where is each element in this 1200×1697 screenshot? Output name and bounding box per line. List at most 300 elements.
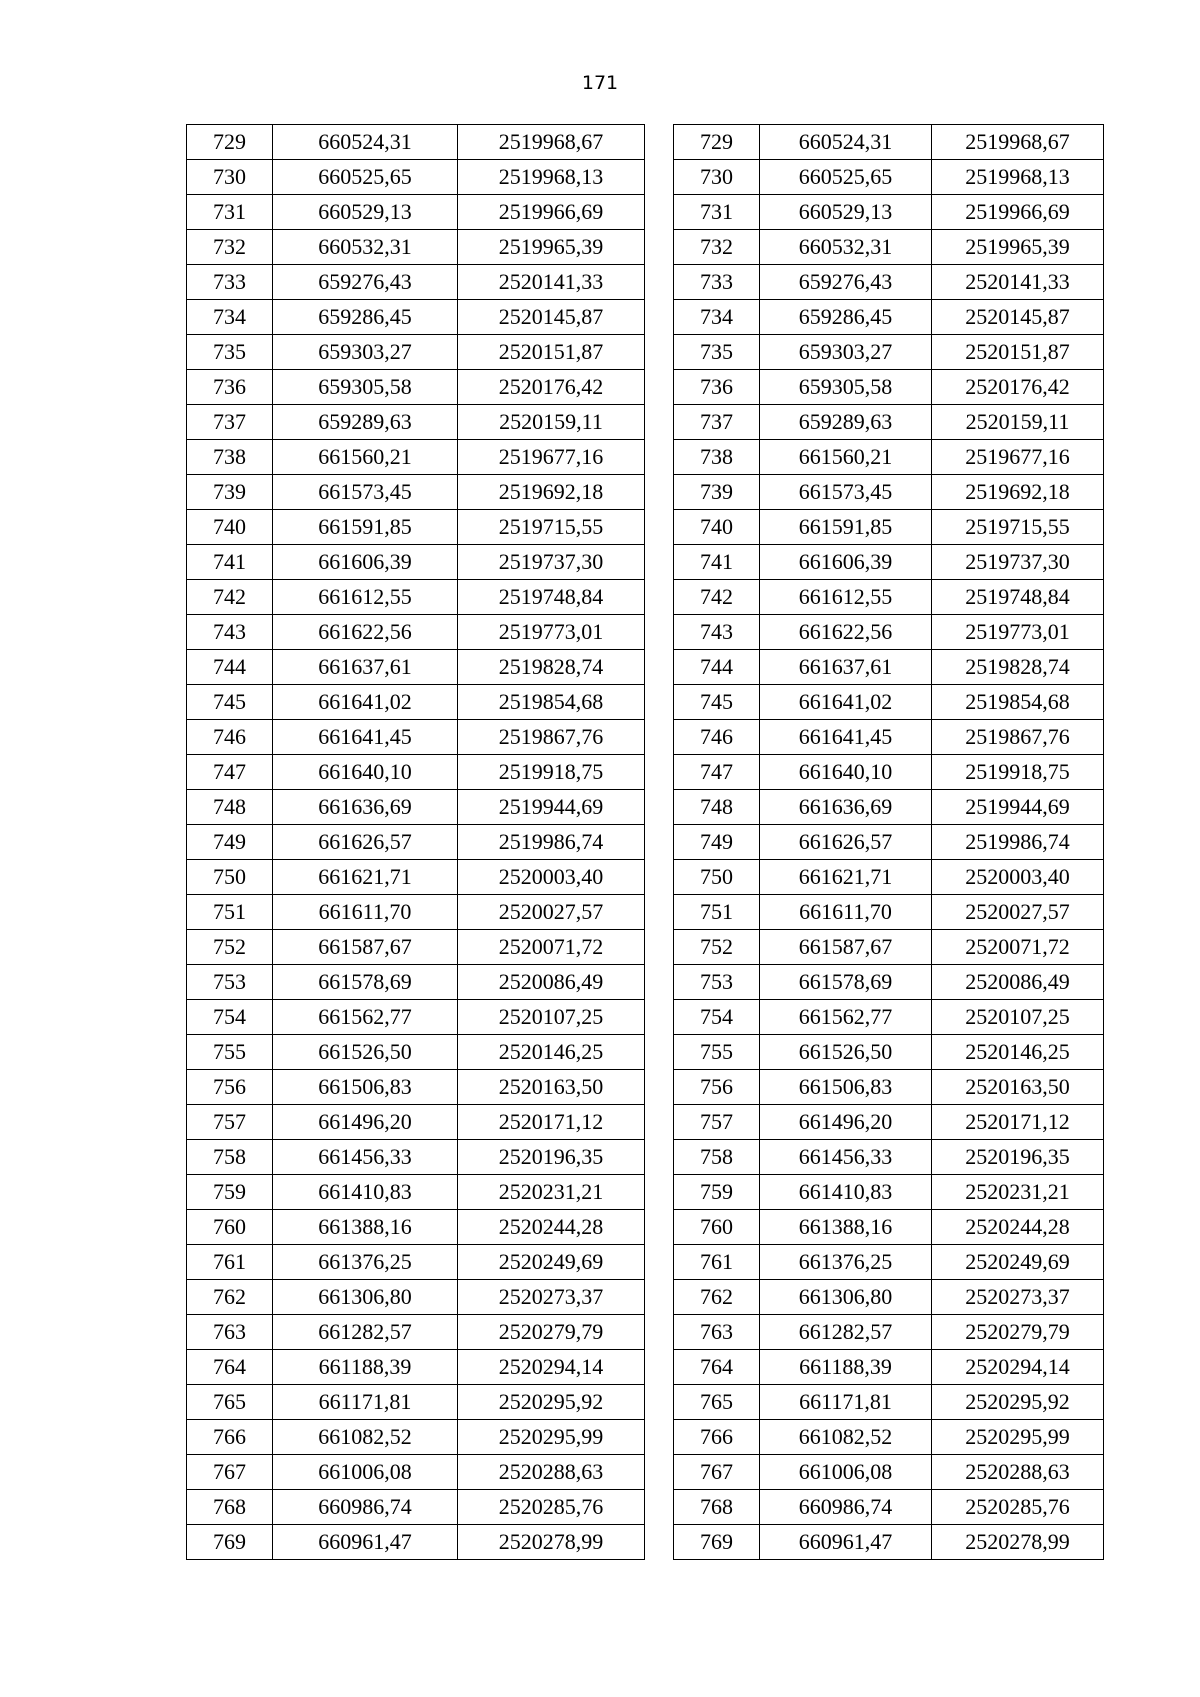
y-coordinate-cell: 2520295,99 bbox=[458, 1420, 645, 1455]
point-number-cell: 737 bbox=[674, 405, 760, 440]
table-row bbox=[187, 1280, 645, 1315]
point-number-cell: 747 bbox=[187, 755, 273, 790]
y-coordinate-cell: 2519968,13 bbox=[932, 160, 1104, 195]
y-coordinate-cell: 2519966,69 bbox=[458, 195, 645, 230]
y-coordinate-cell: 2519968,13 bbox=[458, 160, 645, 195]
table-row bbox=[187, 1070, 645, 1105]
x-coordinate-cell: 659289,63 bbox=[273, 405, 458, 440]
point-number-cell: 766 bbox=[674, 1420, 760, 1455]
y-coordinate-cell: 2520294,14 bbox=[932, 1350, 1104, 1385]
point-number-cell: 742 bbox=[187, 580, 273, 615]
table-row bbox=[674, 1385, 1104, 1420]
x-coordinate-cell: 660529,13 bbox=[273, 195, 458, 230]
table-row bbox=[674, 1175, 1104, 1210]
y-coordinate-cell: 2520273,37 bbox=[458, 1280, 645, 1315]
y-coordinate-cell: 2520231,21 bbox=[458, 1175, 645, 1210]
x-coordinate-cell: 661636,69 bbox=[760, 790, 932, 825]
x-coordinate-cell: 661587,67 bbox=[760, 930, 932, 965]
table-row bbox=[187, 160, 645, 195]
table-row bbox=[674, 335, 1104, 370]
y-coordinate-cell: 2519715,55 bbox=[932, 510, 1104, 545]
point-number-cell: 738 bbox=[674, 440, 760, 475]
y-coordinate-cell: 2519918,75 bbox=[932, 755, 1104, 790]
point-number-cell: 753 bbox=[187, 965, 273, 1000]
y-coordinate-cell: 2519965,39 bbox=[932, 230, 1104, 265]
x-coordinate-cell: 661612,55 bbox=[760, 580, 932, 615]
x-coordinate-cell: 659276,43 bbox=[760, 265, 932, 300]
x-coordinate-cell: 660529,13 bbox=[760, 195, 932, 230]
table-row bbox=[674, 1105, 1104, 1140]
x-coordinate-cell: 661410,83 bbox=[760, 1175, 932, 1210]
x-coordinate-cell: 661562,77 bbox=[273, 1000, 458, 1035]
page-number: 171 bbox=[581, 72, 619, 94]
table-row bbox=[187, 1385, 645, 1420]
y-coordinate-cell: 2519773,01 bbox=[932, 615, 1104, 650]
point-number-cell: 734 bbox=[187, 300, 273, 335]
x-coordinate-cell: 661456,33 bbox=[273, 1140, 458, 1175]
table-row bbox=[674, 1070, 1104, 1105]
x-coordinate-cell: 661171,81 bbox=[273, 1385, 458, 1420]
x-coordinate-cell: 660532,31 bbox=[273, 230, 458, 265]
point-number-cell: 741 bbox=[674, 545, 760, 580]
point-number-cell: 760 bbox=[674, 1210, 760, 1245]
table-row bbox=[187, 930, 645, 965]
x-coordinate-cell: 660986,74 bbox=[273, 1490, 458, 1525]
table-row bbox=[674, 510, 1104, 545]
y-coordinate-cell: 2520279,79 bbox=[932, 1315, 1104, 1350]
x-coordinate-cell: 661578,69 bbox=[760, 965, 932, 1000]
y-coordinate-cell: 2520086,49 bbox=[458, 965, 645, 1000]
point-number-cell: 756 bbox=[674, 1070, 760, 1105]
x-coordinate-cell: 661606,39 bbox=[273, 545, 458, 580]
point-number-cell: 732 bbox=[674, 230, 760, 265]
y-coordinate-cell: 2520295,92 bbox=[932, 1385, 1104, 1420]
y-coordinate-cell: 2519748,84 bbox=[458, 580, 645, 615]
point-number-cell: 766 bbox=[187, 1420, 273, 1455]
table-row bbox=[674, 650, 1104, 685]
x-coordinate-cell: 661606,39 bbox=[760, 545, 932, 580]
y-coordinate-cell: 2519737,30 bbox=[458, 545, 645, 580]
x-coordinate-cell: 660961,47 bbox=[273, 1525, 458, 1560]
y-coordinate-cell: 2520163,50 bbox=[458, 1070, 645, 1105]
x-coordinate-cell: 659289,63 bbox=[760, 405, 932, 440]
point-number-cell: 733 bbox=[187, 265, 273, 300]
point-number-cell: 757 bbox=[187, 1105, 273, 1140]
point-number-cell: 740 bbox=[187, 510, 273, 545]
table-row bbox=[674, 685, 1104, 720]
point-number-cell: 742 bbox=[674, 580, 760, 615]
x-coordinate-cell: 661611,70 bbox=[760, 895, 932, 930]
table-row bbox=[674, 475, 1104, 510]
y-coordinate-cell: 2520279,79 bbox=[458, 1315, 645, 1350]
y-coordinate-cell: 2520003,40 bbox=[458, 860, 645, 895]
coordinates-table-right bbox=[673, 124, 1104, 1560]
y-coordinate-cell: 2520196,35 bbox=[932, 1140, 1104, 1175]
x-coordinate-cell: 661640,10 bbox=[273, 755, 458, 790]
point-number-cell: 754 bbox=[674, 1000, 760, 1035]
point-number-cell: 740 bbox=[674, 510, 760, 545]
table-row bbox=[674, 930, 1104, 965]
y-coordinate-cell: 2519965,39 bbox=[458, 230, 645, 265]
x-coordinate-cell: 661006,08 bbox=[760, 1455, 932, 1490]
y-coordinate-cell: 2520146,25 bbox=[458, 1035, 645, 1070]
y-coordinate-cell: 2520159,11 bbox=[932, 405, 1104, 440]
y-coordinate-cell: 2520027,57 bbox=[932, 895, 1104, 930]
table-row bbox=[674, 1420, 1104, 1455]
y-coordinate-cell: 2520176,42 bbox=[932, 370, 1104, 405]
table-row bbox=[674, 370, 1104, 405]
x-coordinate-cell: 661622,56 bbox=[273, 615, 458, 650]
x-coordinate-cell: 661306,80 bbox=[760, 1280, 932, 1315]
point-number-cell: 749 bbox=[674, 825, 760, 860]
table-row bbox=[187, 1350, 645, 1385]
point-number-cell: 747 bbox=[674, 755, 760, 790]
y-coordinate-cell: 2520249,69 bbox=[458, 1245, 645, 1280]
table-row bbox=[187, 510, 645, 545]
y-coordinate-cell: 2520151,87 bbox=[458, 335, 645, 370]
table-row bbox=[187, 195, 645, 230]
y-coordinate-cell: 2519986,74 bbox=[458, 825, 645, 860]
point-number-cell: 759 bbox=[187, 1175, 273, 1210]
point-number-cell: 761 bbox=[187, 1245, 273, 1280]
x-coordinate-cell: 661410,83 bbox=[273, 1175, 458, 1210]
y-coordinate-cell: 2519773,01 bbox=[458, 615, 645, 650]
point-number-cell: 743 bbox=[187, 615, 273, 650]
point-number-cell: 731 bbox=[187, 195, 273, 230]
x-coordinate-cell: 661376,25 bbox=[760, 1245, 932, 1280]
y-coordinate-cell: 2520141,33 bbox=[458, 265, 645, 300]
point-number-cell: 764 bbox=[187, 1350, 273, 1385]
x-coordinate-cell: 660986,74 bbox=[760, 1490, 932, 1525]
x-coordinate-cell: 661188,39 bbox=[760, 1350, 932, 1385]
x-coordinate-cell: 661578,69 bbox=[273, 965, 458, 1000]
y-coordinate-cell: 2520273,37 bbox=[932, 1280, 1104, 1315]
y-coordinate-cell: 2519968,67 bbox=[458, 125, 645, 160]
x-coordinate-cell: 661306,80 bbox=[273, 1280, 458, 1315]
point-number-cell: 729 bbox=[187, 125, 273, 160]
y-coordinate-cell: 2520288,63 bbox=[458, 1455, 645, 1490]
y-coordinate-cell: 2520159,11 bbox=[458, 405, 645, 440]
y-coordinate-cell: 2519737,30 bbox=[932, 545, 1104, 580]
table-row bbox=[674, 125, 1104, 160]
point-number-cell: 762 bbox=[187, 1280, 273, 1315]
point-number-cell: 734 bbox=[674, 300, 760, 335]
x-coordinate-cell: 661612,55 bbox=[273, 580, 458, 615]
table-row bbox=[674, 1245, 1104, 1280]
y-coordinate-cell: 2519968,67 bbox=[932, 125, 1104, 160]
table-row bbox=[187, 755, 645, 790]
y-coordinate-cell: 2520278,99 bbox=[932, 1525, 1104, 1560]
x-coordinate-cell: 661611,70 bbox=[273, 895, 458, 930]
y-coordinate-cell: 2520288,63 bbox=[932, 1455, 1104, 1490]
point-number-cell: 743 bbox=[674, 615, 760, 650]
point-number-cell: 767 bbox=[674, 1455, 760, 1490]
y-coordinate-cell: 2519854,68 bbox=[458, 685, 645, 720]
point-number-cell: 750 bbox=[187, 860, 273, 895]
table-row bbox=[674, 1315, 1104, 1350]
table-row bbox=[674, 405, 1104, 440]
point-number-cell: 761 bbox=[674, 1245, 760, 1280]
y-coordinate-cell: 2519692,18 bbox=[458, 475, 645, 510]
table-row bbox=[674, 440, 1104, 475]
point-number-cell: 749 bbox=[187, 825, 273, 860]
table-row bbox=[674, 1525, 1104, 1560]
point-number-cell: 730 bbox=[674, 160, 760, 195]
point-number-cell: 765 bbox=[674, 1385, 760, 1420]
x-coordinate-cell: 660525,65 bbox=[760, 160, 932, 195]
table-row bbox=[674, 1210, 1104, 1245]
y-coordinate-cell: 2520231,21 bbox=[932, 1175, 1104, 1210]
point-number-cell: 755 bbox=[187, 1035, 273, 1070]
x-coordinate-cell: 661641,02 bbox=[273, 685, 458, 720]
x-coordinate-cell: 661626,57 bbox=[760, 825, 932, 860]
table-row bbox=[674, 300, 1104, 335]
table-row bbox=[674, 1000, 1104, 1035]
y-coordinate-cell: 2520295,92 bbox=[458, 1385, 645, 1420]
x-coordinate-cell: 661641,45 bbox=[760, 720, 932, 755]
table-row bbox=[187, 335, 645, 370]
x-coordinate-cell: 661082,52 bbox=[760, 1420, 932, 1455]
y-coordinate-cell: 2520151,87 bbox=[932, 335, 1104, 370]
x-coordinate-cell: 659276,43 bbox=[273, 265, 458, 300]
point-number-cell: 748 bbox=[674, 790, 760, 825]
table-row bbox=[187, 685, 645, 720]
point-number-cell: 745 bbox=[674, 685, 760, 720]
table-row bbox=[674, 195, 1104, 230]
point-number-cell: 768 bbox=[187, 1490, 273, 1525]
y-coordinate-cell: 2520171,12 bbox=[458, 1105, 645, 1140]
x-coordinate-cell: 661621,71 bbox=[273, 860, 458, 895]
y-coordinate-cell: 2519867,76 bbox=[458, 720, 645, 755]
y-coordinate-cell: 2520285,76 bbox=[458, 1490, 645, 1525]
table-row bbox=[187, 825, 645, 860]
y-coordinate-cell: 2520003,40 bbox=[932, 860, 1104, 895]
point-number-cell: 739 bbox=[187, 475, 273, 510]
point-number-cell: 752 bbox=[674, 930, 760, 965]
table-row bbox=[187, 1455, 645, 1490]
x-coordinate-cell: 660532,31 bbox=[760, 230, 932, 265]
y-coordinate-cell: 2519748,84 bbox=[932, 580, 1104, 615]
point-number-cell: 754 bbox=[187, 1000, 273, 1035]
table-row bbox=[674, 860, 1104, 895]
y-coordinate-cell: 2519944,69 bbox=[458, 790, 645, 825]
table-row bbox=[674, 720, 1104, 755]
y-coordinate-cell: 2520107,25 bbox=[932, 1000, 1104, 1035]
point-number-cell: 763 bbox=[674, 1315, 760, 1350]
point-number-cell: 730 bbox=[187, 160, 273, 195]
x-coordinate-cell: 661626,57 bbox=[273, 825, 458, 860]
x-coordinate-cell: 660524,31 bbox=[760, 125, 932, 160]
x-coordinate-cell: 660524,31 bbox=[273, 125, 458, 160]
point-number-cell: 739 bbox=[674, 475, 760, 510]
table-row bbox=[674, 1455, 1104, 1490]
point-number-cell: 769 bbox=[187, 1525, 273, 1560]
table-row bbox=[674, 965, 1104, 1000]
y-coordinate-cell: 2520071,72 bbox=[932, 930, 1104, 965]
y-coordinate-cell: 2520171,12 bbox=[932, 1105, 1104, 1140]
point-number-cell: 764 bbox=[674, 1350, 760, 1385]
table-row bbox=[187, 1175, 645, 1210]
table-row bbox=[187, 580, 645, 615]
y-coordinate-cell: 2520071,72 bbox=[458, 930, 645, 965]
table-row bbox=[187, 265, 645, 300]
y-coordinate-cell: 2520145,87 bbox=[458, 300, 645, 335]
x-coordinate-cell: 661641,45 bbox=[273, 720, 458, 755]
x-coordinate-cell: 661006,08 bbox=[273, 1455, 458, 1490]
point-number-cell: 760 bbox=[187, 1210, 273, 1245]
x-coordinate-cell: 661636,69 bbox=[273, 790, 458, 825]
table-row bbox=[187, 475, 645, 510]
x-coordinate-cell: 661388,16 bbox=[760, 1210, 932, 1245]
table-row bbox=[187, 1315, 645, 1350]
table-row bbox=[674, 615, 1104, 650]
table-row bbox=[674, 755, 1104, 790]
x-coordinate-cell: 661526,50 bbox=[273, 1035, 458, 1070]
y-coordinate-cell: 2520278,99 bbox=[458, 1525, 645, 1560]
x-coordinate-cell: 659303,27 bbox=[760, 335, 932, 370]
y-coordinate-cell: 2520295,99 bbox=[932, 1420, 1104, 1455]
point-number-cell: 769 bbox=[674, 1525, 760, 1560]
x-coordinate-cell: 661496,20 bbox=[760, 1105, 932, 1140]
point-number-cell: 750 bbox=[674, 860, 760, 895]
y-coordinate-cell: 2520294,14 bbox=[458, 1350, 645, 1385]
table-row bbox=[674, 825, 1104, 860]
y-coordinate-cell: 2519986,74 bbox=[932, 825, 1104, 860]
y-coordinate-cell: 2520244,28 bbox=[458, 1210, 645, 1245]
point-number-cell: 745 bbox=[187, 685, 273, 720]
x-coordinate-cell: 661526,50 bbox=[760, 1035, 932, 1070]
point-number-cell: 767 bbox=[187, 1455, 273, 1490]
x-coordinate-cell: 659305,58 bbox=[273, 370, 458, 405]
x-coordinate-cell: 661082,52 bbox=[273, 1420, 458, 1455]
point-number-cell: 741 bbox=[187, 545, 273, 580]
table-row bbox=[187, 545, 645, 580]
x-coordinate-cell: 659286,45 bbox=[760, 300, 932, 335]
point-number-cell: 736 bbox=[187, 370, 273, 405]
y-coordinate-cell: 2520196,35 bbox=[458, 1140, 645, 1175]
x-coordinate-cell: 661621,71 bbox=[760, 860, 932, 895]
x-coordinate-cell: 661282,57 bbox=[760, 1315, 932, 1350]
table-row bbox=[187, 1210, 645, 1245]
point-number-cell: 768 bbox=[674, 1490, 760, 1525]
x-coordinate-cell: 661456,33 bbox=[760, 1140, 932, 1175]
table-row bbox=[187, 720, 645, 755]
point-number-cell: 748 bbox=[187, 790, 273, 825]
point-number-cell: 758 bbox=[187, 1140, 273, 1175]
table-row bbox=[674, 1035, 1104, 1070]
point-number-cell: 753 bbox=[674, 965, 760, 1000]
x-coordinate-cell: 661560,21 bbox=[760, 440, 932, 475]
y-coordinate-cell: 2519692,18 bbox=[932, 475, 1104, 510]
y-coordinate-cell: 2520146,25 bbox=[932, 1035, 1104, 1070]
table-row bbox=[187, 1420, 645, 1455]
x-coordinate-cell: 661637,61 bbox=[760, 650, 932, 685]
x-coordinate-cell: 659303,27 bbox=[273, 335, 458, 370]
coordinates-table-left bbox=[186, 124, 645, 1560]
x-coordinate-cell: 661282,57 bbox=[273, 1315, 458, 1350]
point-number-cell: 746 bbox=[674, 720, 760, 755]
table-row bbox=[187, 895, 645, 930]
x-coordinate-cell: 661573,45 bbox=[760, 475, 932, 510]
y-coordinate-cell: 2520107,25 bbox=[458, 1000, 645, 1035]
table-row bbox=[187, 650, 645, 685]
table-row bbox=[674, 230, 1104, 265]
table-row bbox=[187, 1035, 645, 1070]
x-coordinate-cell: 661376,25 bbox=[273, 1245, 458, 1280]
y-coordinate-cell: 2519854,68 bbox=[932, 685, 1104, 720]
table-row bbox=[187, 300, 645, 335]
point-number-cell: 736 bbox=[674, 370, 760, 405]
table-row bbox=[187, 1000, 645, 1035]
table-row bbox=[187, 370, 645, 405]
table-row bbox=[187, 405, 645, 440]
point-number-cell: 757 bbox=[674, 1105, 760, 1140]
point-number-cell: 733 bbox=[674, 265, 760, 300]
x-coordinate-cell: 661622,56 bbox=[760, 615, 932, 650]
table-row bbox=[674, 545, 1104, 580]
table-row bbox=[674, 1490, 1104, 1525]
table-row bbox=[187, 1245, 645, 1280]
table-row bbox=[187, 1140, 645, 1175]
y-coordinate-cell: 2519828,74 bbox=[458, 650, 645, 685]
y-coordinate-cell: 2520285,76 bbox=[932, 1490, 1104, 1525]
table-row bbox=[674, 1280, 1104, 1315]
y-coordinate-cell: 2520086,49 bbox=[932, 965, 1104, 1000]
point-number-cell: 763 bbox=[187, 1315, 273, 1350]
point-number-cell: 755 bbox=[674, 1035, 760, 1070]
point-number-cell: 752 bbox=[187, 930, 273, 965]
point-number-cell: 744 bbox=[187, 650, 273, 685]
table-row bbox=[187, 1105, 645, 1140]
point-number-cell: 735 bbox=[187, 335, 273, 370]
x-coordinate-cell: 661640,10 bbox=[760, 755, 932, 790]
table-row bbox=[187, 440, 645, 475]
x-coordinate-cell: 661171,81 bbox=[760, 1385, 932, 1420]
y-coordinate-cell: 2519828,74 bbox=[932, 650, 1104, 685]
table-row bbox=[674, 1140, 1104, 1175]
x-coordinate-cell: 661506,83 bbox=[760, 1070, 932, 1105]
table-row bbox=[674, 1350, 1104, 1385]
table-row bbox=[187, 125, 645, 160]
y-coordinate-cell: 2519677,16 bbox=[932, 440, 1104, 475]
y-coordinate-cell: 2520249,69 bbox=[932, 1245, 1104, 1280]
x-coordinate-cell: 659286,45 bbox=[273, 300, 458, 335]
point-number-cell: 731 bbox=[674, 195, 760, 230]
y-coordinate-cell: 2519966,69 bbox=[932, 195, 1104, 230]
point-number-cell: 759 bbox=[674, 1175, 760, 1210]
table-row bbox=[674, 265, 1104, 300]
x-coordinate-cell: 660961,47 bbox=[760, 1525, 932, 1560]
point-number-cell: 738 bbox=[187, 440, 273, 475]
y-coordinate-cell: 2520141,33 bbox=[932, 265, 1104, 300]
x-coordinate-cell: 661573,45 bbox=[273, 475, 458, 510]
y-coordinate-cell: 2520145,87 bbox=[932, 300, 1104, 335]
y-coordinate-cell: 2519715,55 bbox=[458, 510, 645, 545]
y-coordinate-cell: 2520244,28 bbox=[932, 1210, 1104, 1245]
x-coordinate-cell: 661560,21 bbox=[273, 440, 458, 475]
table-row bbox=[674, 895, 1104, 930]
point-number-cell: 744 bbox=[674, 650, 760, 685]
x-coordinate-cell: 661506,83 bbox=[273, 1070, 458, 1105]
y-coordinate-cell: 2519867,76 bbox=[932, 720, 1104, 755]
table-row bbox=[674, 790, 1104, 825]
point-number-cell: 735 bbox=[674, 335, 760, 370]
point-number-cell: 737 bbox=[187, 405, 273, 440]
x-coordinate-cell: 661591,85 bbox=[760, 510, 932, 545]
y-coordinate-cell: 2520176,42 bbox=[458, 370, 645, 405]
table-row bbox=[187, 965, 645, 1000]
x-coordinate-cell: 661637,61 bbox=[273, 650, 458, 685]
